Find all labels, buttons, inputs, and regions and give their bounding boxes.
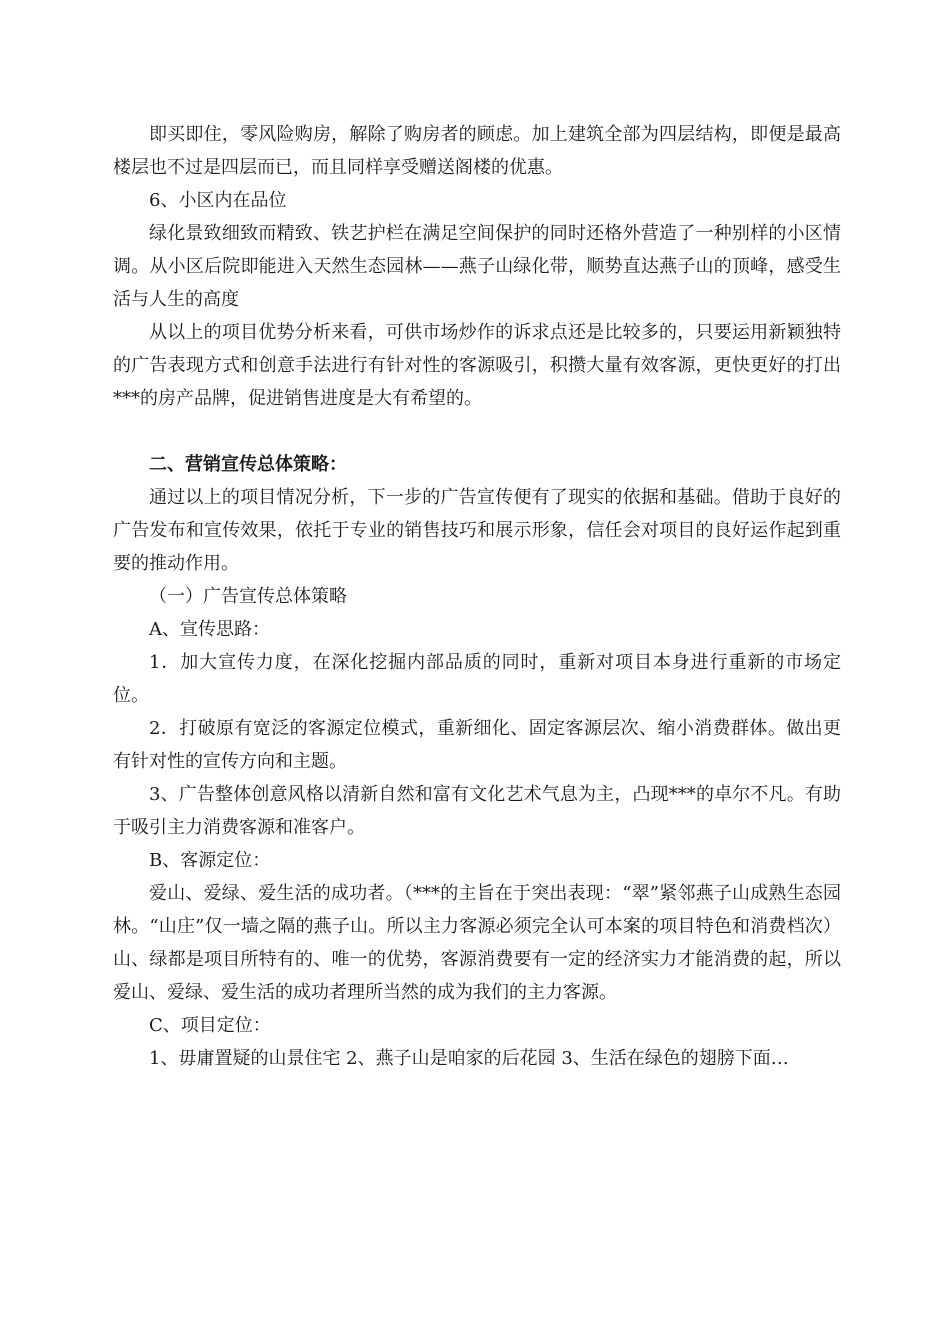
paragraph-greenery: 绿化景致细致而精致、铁艺护栏在满足空间保护的同时还格外营造了一种别样的小区情调。从小区后院即能进入天然生态园林——燕子山绿化带，顺势直达燕子山的顶峰，感受生活与人生的高度 [113, 223, 841, 310]
section-heading-marketing-strategy: 二、营销宣传总体策略： [149, 454, 347, 475]
paragraph-project-positioning: 1、毋庸置疑的山景住宅 2、燕子山是咱家的后花园 3、生活在绿色的翅膀下面… [149, 1048, 789, 1069]
subheading-project-positioning: C、项目定位： [149, 1015, 271, 1036]
paragraph-advantage-summary: 从以上的项目优势分析来看，可供市场炒作的诉求点还是比较多的，只要运用新颖独特的广告表现方式和创意手法进行有针对性的客源吸引，积攒大量有效客源，更快更好的打出***的房产品牌，促进销售进度是大有希望的。 [113, 322, 841, 409]
list-item-1: 1．加大宣传力度，在深化挖掘内部品质的同时，重新对项目本身进行重新的市场定位。 [113, 652, 841, 706]
list-item-3: 3、广告整体创意风格以清新自然和富有文化艺术气息为主，凸现***的卓尔不凡。有助于吸引主力消费客源和准客户。 [113, 784, 841, 838]
subheading-community-quality: 6、小区内在品位 [149, 190, 287, 211]
blank-line [113, 415, 841, 448]
paragraph-customer-positioning: 爱山、爱绿、爱生活的成功者。（***的主旨在于突出表现：“翠”紧邻燕子山成熟生态园林。“山庄”仅一墙之隔的燕子山。所以主力客源必须完全认可本案的项目特色和消费档次）山、绿都是项目所特有的、唯一的优势，客源消费要有一定的经济实力才能消费的起，所以爱山、爱绿、爱生活的成功者理所当然的成为我们的主力客源。 [113, 883, 841, 1003]
subheading-customer-positioning: B、客源定位： [149, 850, 271, 871]
list-item-2: 2．打破原有宽泛的客源定位模式，重新细化、固定客源层次、缩小消费群体。做出更有针对性的宣传方向和主题。 [113, 718, 841, 772]
subheading-ad-strategy: （一）广告宣传总体策略 [149, 586, 347, 607]
subheading-publicity-approach: A、宣传思路： [149, 619, 270, 640]
document-body [113, 118, 841, 1075]
paragraph-strategy-intro: 通过以上的项目情况分析，下一步的广告宣传便有了现实的依据和基础。借助于良好的广告发布和宣传效果，依托于专业的销售技巧和展示形象，信任会对项目的良好运作起到重要的推动作用。 [113, 487, 841, 574]
paragraph-purchase-benefits: 即买即住，零风险购房，解除了购房者的顾虑。加上建筑全部为四层结构，即便是最高楼层也不过是四层而已，而且同样享受赠送阁楼的优惠。 [113, 124, 841, 178]
